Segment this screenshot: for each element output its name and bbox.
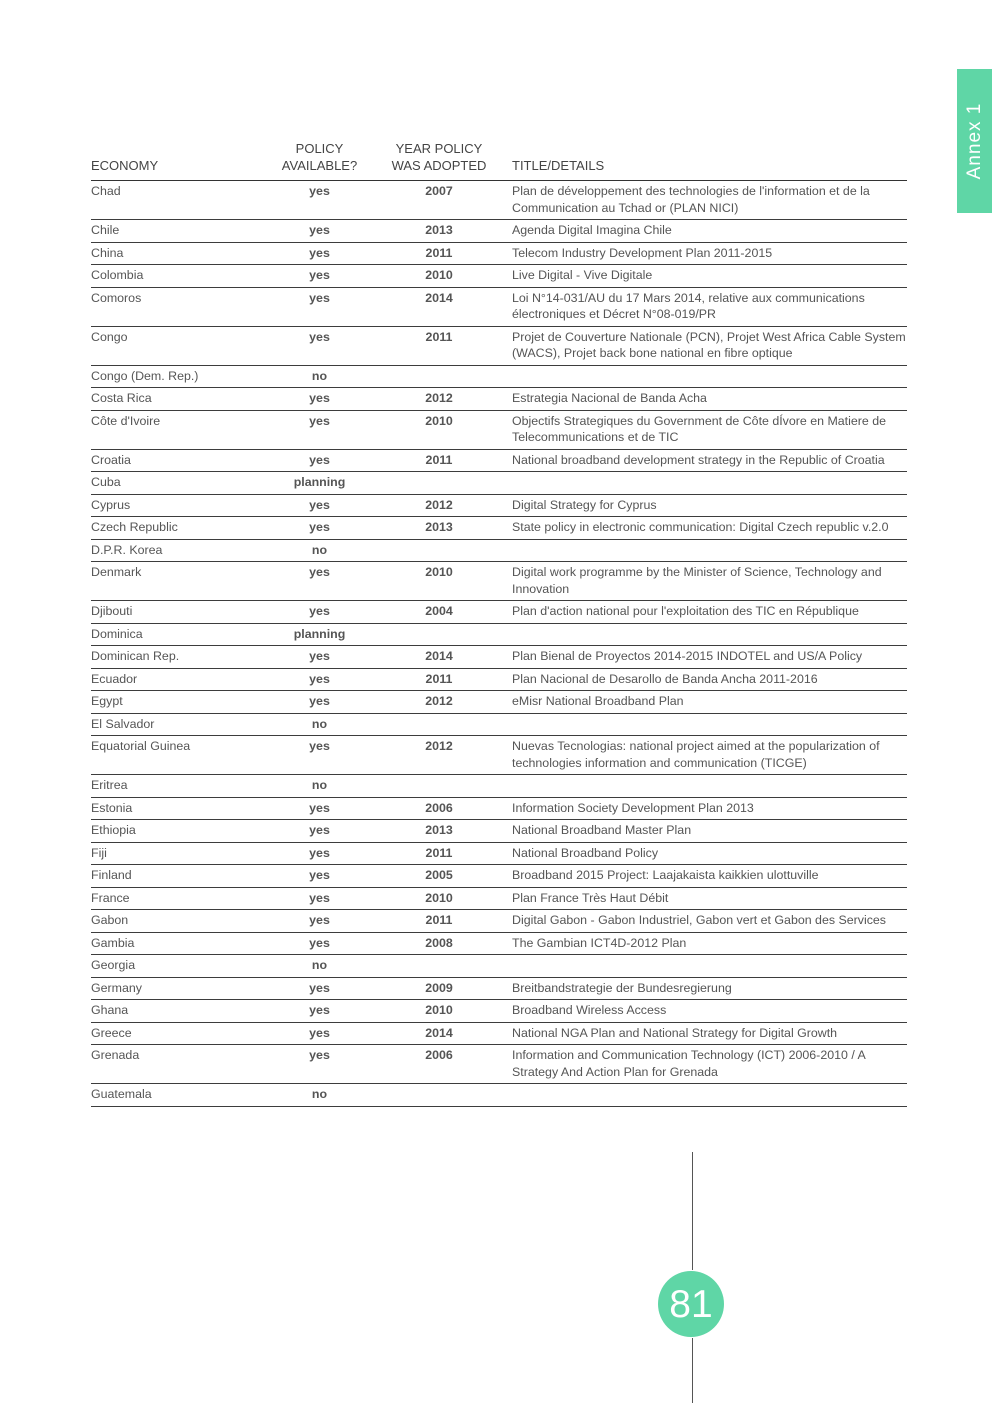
- year-cell: 2011: [366, 326, 512, 365]
- title-cell: [512, 955, 907, 978]
- table-row: [91, 691, 907, 714]
- title-cell: Breitbandstrategie der Bundesregierung: [512, 977, 907, 1000]
- year-cell: 2010: [366, 265, 512, 288]
- year-cell: 2008: [366, 932, 512, 955]
- policy-cell: yes: [273, 797, 366, 820]
- table-row: [91, 287, 907, 326]
- table-row: [91, 601, 907, 624]
- policy-cell: no: [273, 365, 366, 388]
- year-cell: [366, 955, 512, 978]
- table-row: [91, 977, 907, 1000]
- policy-cell: yes: [273, 887, 366, 910]
- table-header-row: [91, 140, 907, 181]
- title-cell: Plan de développement des technologies de l'information et de la Communication au Tchad or (PLAN NICI): [512, 181, 907, 220]
- economy-cell: Gabon: [91, 910, 273, 933]
- economy-cell: Denmark: [91, 562, 273, 601]
- policy-cell: planning: [273, 623, 366, 646]
- table-row: [91, 494, 907, 517]
- economy-cell: Gambia: [91, 932, 273, 955]
- title-cell: National Broadband Policy: [512, 842, 907, 865]
- table-row: [91, 842, 907, 865]
- economy-cell: Germany: [91, 977, 273, 1000]
- year-cell: 2012: [366, 736, 512, 775]
- policy-cell: yes: [273, 668, 366, 691]
- year-cell: [366, 365, 512, 388]
- table-row: [91, 910, 907, 933]
- header-policy-available: POLICY AVAILABLE?: [273, 140, 366, 181]
- year-cell: 2012: [366, 691, 512, 714]
- title-cell: The Gambian ICT4D-2012 Plan: [512, 932, 907, 955]
- year-cell: [366, 472, 512, 495]
- table-row: [91, 775, 907, 798]
- policy-cell: yes: [273, 601, 366, 624]
- economy-cell: Cyprus: [91, 494, 273, 517]
- year-cell: 2007: [366, 181, 512, 220]
- policy-cell: yes: [273, 910, 366, 933]
- table-row: [91, 1022, 907, 1045]
- policy-cell: yes: [273, 181, 366, 220]
- table-row: [91, 472, 907, 495]
- year-cell: 2014: [366, 646, 512, 669]
- year-cell: 2013: [366, 517, 512, 540]
- economy-cell: Congo (Dem. Rep.): [91, 365, 273, 388]
- table-row: [91, 517, 907, 540]
- economy-cell: Georgia: [91, 955, 273, 978]
- table-row: [91, 797, 907, 820]
- economy-cell: Chad: [91, 181, 273, 220]
- economy-cell: Czech Republic: [91, 517, 273, 540]
- year-cell: 2012: [366, 388, 512, 411]
- economy-cell: Ecuador: [91, 668, 273, 691]
- title-cell: Loi N°14-031/AU du 17 Mars 2014, relative aux communications électroniques et Décret N°08-019/PR: [512, 287, 907, 326]
- title-cell: Objectifs Strategiques du Government de Côte dÍvore en Matiere de Telecommunications et de TIC: [512, 410, 907, 449]
- economy-cell: Guatemala: [91, 1084, 273, 1107]
- economy-cell: Ethiopia: [91, 820, 273, 843]
- economy-cell: Equatorial Guinea: [91, 736, 273, 775]
- table-row: [91, 1045, 907, 1084]
- table-row: [91, 449, 907, 472]
- economy-cell: Dominica: [91, 623, 273, 646]
- title-cell: eMisr National Broadband Plan: [512, 691, 907, 714]
- policy-cell: yes: [273, 691, 366, 714]
- title-cell: National Broadband Master Plan: [512, 820, 907, 843]
- title-cell: Plan France Très Haut Débit: [512, 887, 907, 910]
- economy-cell: Fiji: [91, 842, 273, 865]
- economy-cell: Dominican Rep.: [91, 646, 273, 669]
- table-row: [91, 365, 907, 388]
- year-cell: 2011: [366, 449, 512, 472]
- title-cell: Broadband Wireless Access: [512, 1000, 907, 1023]
- table-row: [91, 265, 907, 288]
- title-cell: National NGA Plan and National Strategy for Digital Growth: [512, 1022, 907, 1045]
- table-row: [91, 865, 907, 888]
- page-number-badge: [658, 1271, 724, 1337]
- title-cell: Information Society Development Plan 2013: [512, 797, 907, 820]
- economy-cell: Chile: [91, 220, 273, 243]
- table-row: [91, 887, 907, 910]
- policy-cell: no: [273, 775, 366, 798]
- year-cell: 2011: [366, 910, 512, 933]
- economy-cell: Costa Rica: [91, 388, 273, 411]
- year-cell: 2010: [366, 1000, 512, 1023]
- policy-table: [91, 140, 907, 1107]
- title-cell: [512, 623, 907, 646]
- economy-cell: Côte d'Ivoire: [91, 410, 273, 449]
- header-year-adopted: YEAR POLICY WAS ADOPTED: [366, 140, 512, 181]
- table-row: [91, 1084, 907, 1107]
- table-row: [91, 242, 907, 265]
- policy-cell: no: [273, 1084, 366, 1107]
- year-cell: [366, 539, 512, 562]
- title-cell: Digital Strategy for Cyprus: [512, 494, 907, 517]
- table-row: [91, 955, 907, 978]
- economy-cell: Congo: [91, 326, 273, 365]
- year-cell: 2006: [366, 797, 512, 820]
- economy-cell: D.P.R. Korea: [91, 539, 273, 562]
- policy-cell: yes: [273, 736, 366, 775]
- table-row: [91, 562, 907, 601]
- table-row: [91, 1000, 907, 1023]
- header-title-details: TITLE/DETAILS: [512, 140, 907, 181]
- title-cell: Plan Nacional de Desarollo de Banda Ancha 2011-2016: [512, 668, 907, 691]
- policy-cell: yes: [273, 449, 366, 472]
- economy-cell: Colombia: [91, 265, 273, 288]
- table-row: [91, 220, 907, 243]
- table-row: [91, 820, 907, 843]
- year-cell: 2014: [366, 287, 512, 326]
- policy-cell: no: [273, 955, 366, 978]
- year-cell: 2010: [366, 887, 512, 910]
- title-cell: National broadband development strategy in the Republic of Croatia: [512, 449, 907, 472]
- policy-cell: no: [273, 539, 366, 562]
- economy-cell: France: [91, 887, 273, 910]
- year-cell: 2012: [366, 494, 512, 517]
- policy-cell: yes: [273, 562, 366, 601]
- year-cell: [366, 713, 512, 736]
- economy-cell: Cuba: [91, 472, 273, 495]
- policy-cell: yes: [273, 977, 366, 1000]
- policy-cell: yes: [273, 410, 366, 449]
- year-cell: 2011: [366, 242, 512, 265]
- title-cell: Broadband 2015 Project: Laajakaista kaikkien ulottuville: [512, 865, 907, 888]
- policy-cell: yes: [273, 265, 366, 288]
- year-cell: 2005: [366, 865, 512, 888]
- economy-cell: Comoros: [91, 287, 273, 326]
- table-row: [91, 388, 907, 411]
- policy-cell: yes: [273, 865, 366, 888]
- economy-cell: Estonia: [91, 797, 273, 820]
- policy-cell: yes: [273, 646, 366, 669]
- policy-cell: yes: [273, 820, 366, 843]
- title-cell: Telecom Industry Development Plan 2011-2015: [512, 242, 907, 265]
- economy-cell: China: [91, 242, 273, 265]
- table-row: [91, 539, 907, 562]
- table-row: [91, 736, 907, 775]
- policy-cell: yes: [273, 842, 366, 865]
- table-row: [91, 668, 907, 691]
- header-economy: ECONOMY: [91, 140, 273, 181]
- table-row: [91, 932, 907, 955]
- year-cell: 2010: [366, 410, 512, 449]
- economy-cell: Egypt: [91, 691, 273, 714]
- title-cell: [512, 775, 907, 798]
- policy-cell: yes: [273, 1022, 366, 1045]
- economy-cell: El Salvador: [91, 713, 273, 736]
- policy-cell: yes: [273, 517, 366, 540]
- title-cell: Information and Communication Technology (ICT) 2006-2010 / A Strategy And Action Plan for Grenada: [512, 1045, 907, 1084]
- policy-cell: yes: [273, 287, 366, 326]
- annex-tab: [957, 69, 992, 213]
- table-row: [91, 410, 907, 449]
- title-cell: Digital Gabon - Gabon Industriel, Gabon vert et Gabon des Services: [512, 910, 907, 933]
- policy-cell: no: [273, 713, 366, 736]
- title-cell: [512, 539, 907, 562]
- economy-cell: Greece: [91, 1022, 273, 1045]
- economy-cell: Finland: [91, 865, 273, 888]
- economy-cell: Croatia: [91, 449, 273, 472]
- title-cell: Live Digital - Vive Digitale: [512, 265, 907, 288]
- year-cell: [366, 775, 512, 798]
- table-row: [91, 326, 907, 365]
- economy-cell: Eritrea: [91, 775, 273, 798]
- policy-cell: yes: [273, 932, 366, 955]
- title-cell: Nuevas Tecnologias: national project aimed at the popularization of technologies information and communication (TICGE): [512, 736, 907, 775]
- year-cell: 2010: [366, 562, 512, 601]
- table-row: [91, 623, 907, 646]
- policy-cell: yes: [273, 242, 366, 265]
- year-cell: 2006: [366, 1045, 512, 1084]
- year-cell: 2004: [366, 601, 512, 624]
- page-number: 81: [669, 1282, 713, 1326]
- title-cell: State policy in electronic communication: Digital Czech republic v.2.0: [512, 517, 907, 540]
- table-row: [91, 646, 907, 669]
- title-cell: [512, 713, 907, 736]
- annex-label: Annex 1: [963, 102, 985, 180]
- title-cell: [512, 365, 907, 388]
- policy-cell: yes: [273, 1000, 366, 1023]
- policy-cell: yes: [273, 494, 366, 517]
- title-cell: Projet de Couverture Nationale (PCN), Projet West Africa Cable System (WACS), Projet back bone national en fibre optique: [512, 326, 907, 365]
- title-cell: Estrategia Nacional de Banda Acha: [512, 388, 907, 411]
- page-divider-line: [692, 1338, 693, 1403]
- year-cell: 2014: [366, 1022, 512, 1045]
- title-cell: Digital work programme by the Minister of Science, Technology and Innovation: [512, 562, 907, 601]
- policy-cell: yes: [273, 388, 366, 411]
- year-cell: 2013: [366, 820, 512, 843]
- policy-cell: yes: [273, 326, 366, 365]
- title-cell: Agenda Digital Imagina Chile: [512, 220, 907, 243]
- year-cell: 2011: [366, 668, 512, 691]
- title-cell: Plan d'action national pour l'exploitation des TIC en République: [512, 601, 907, 624]
- table-row: [91, 181, 907, 220]
- year-cell: 2013: [366, 220, 512, 243]
- title-cell: [512, 472, 907, 495]
- year-cell: 2009: [366, 977, 512, 1000]
- policy-cell: yes: [273, 1045, 366, 1084]
- year-cell: [366, 1084, 512, 1107]
- policy-cell: yes: [273, 220, 366, 243]
- title-cell: [512, 1084, 907, 1107]
- year-cell: 2011: [366, 842, 512, 865]
- policy-cell: planning: [273, 472, 366, 495]
- economy-cell: Djibouti: [91, 601, 273, 624]
- economy-cell: Grenada: [91, 1045, 273, 1084]
- page-divider-line: [692, 1152, 693, 1270]
- title-cell: Plan Bienal de Proyectos 2014-2015 INDOTEL and US/A Policy: [512, 646, 907, 669]
- year-cell: [366, 623, 512, 646]
- table-row: [91, 713, 907, 736]
- economy-cell: Ghana: [91, 1000, 273, 1023]
